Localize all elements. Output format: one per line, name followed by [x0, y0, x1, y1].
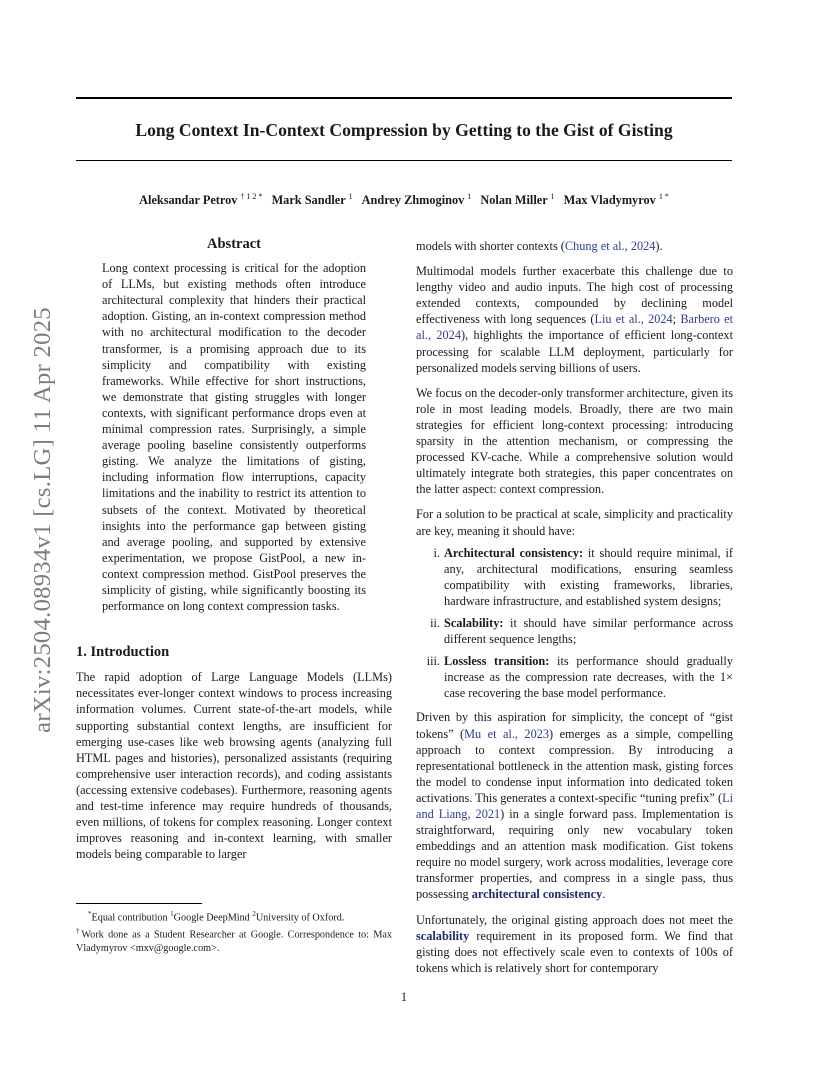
text: ), highlights the importance of efficient long-context processing for scalable LLM deployment, particularly for personalized models serving billions of users. [416, 328, 733, 375]
text: ; [672, 312, 681, 327]
text: Driven by this aspiration for simplicity, the concept of “gist tokens” ( [416, 710, 733, 741]
text: Multimodal models further exacerbate this challenge due to lengthy video and audio inputs. The high cost of processing extended contexts, compounded by declining model effectiveness with long sequences ( [416, 264, 733, 327]
right-column [416, 238, 733, 985]
author [272, 193, 353, 207]
highlighted-term: architectural consistency [471, 887, 603, 902]
list-numeral: ii. [430, 615, 440, 630]
introduction-paragraph: The rapid adoption of Large Language Models (LLMs) necessitates ever-longer context windows to process increasing information volumes. Current state-of-the-art models, while supporting substantial context lengths, are insufficient for emerging use-cases like web browsing agents (analyzing full HTML pages and histories), personalized assistants (requiring comprehensive user interaction records), and coding assistants (accessing extensive codebases). Furthermore, reasoning agents and test-time inference may require hundreds of thousands, even millions, of tokens for complex reasoning. Longer context improves reasoning and in-context learning, with smaller models being comparable to larger [76, 670, 392, 862]
body-paragraph [416, 263, 733, 376]
text: ) in a single forward pass. Implementation is straightforward, requiring only new vocabulary token embeddings and an attention mask modification. Gist tokens require no model surgery, work across modalities, leverage core transformer properties, and compress in a single pass, thus possessing [416, 807, 733, 902]
list-term: Architectural consistency: [444, 545, 584, 560]
text: Unfortunately, the original gisting approach does not meet the [416, 912, 733, 927]
author-affiliation-marks: 1 [550, 192, 555, 201]
paper-title: Long Context In-Context Compression by Getting to the Gist of Gisting [135, 120, 673, 140]
author-name: Mark Sandler [271, 193, 346, 208]
list-item [416, 615, 733, 647]
body-paragraph [416, 709, 733, 902]
footnote-text: Work done as a Student Researcher at Google. Correspondence to: Max Vladymyrov <mxv@google.com>. [76, 929, 393, 954]
list-text: it should require minimal, if any, architectural modifications, ensuring seamless compatibility with existing frameworks, libraries, hardware infrastructure, and established system designs; [444, 545, 734, 608]
author [564, 193, 669, 207]
abstract-heading: Abstract [207, 236, 261, 252]
list-numeral: i. [433, 545, 440, 560]
author-affiliation-marks: † 1 2 * [240, 192, 263, 201]
arxiv-watermark: arXiv:2504.08934v1 [cs.LG] 11 Apr 2025 [29, 307, 56, 733]
footnote-mark: 2 [252, 910, 256, 918]
author-affiliation-marks: 1 [467, 192, 472, 201]
list-term: Lossless transition: [444, 654, 550, 669]
author-name: Nolan Miller [480, 193, 548, 208]
text: ) emerges as a simple, compelling approach to context compression. By introducing a representational bottleneck in the attention mask, gisting forces the model to condense input information into dedicated token activations. This generates a context-specific “tuning prefix” ( [416, 726, 733, 805]
footnote-affiliations [76, 908, 392, 955]
title-rule-bottom [76, 160, 732, 161]
text: models with shorter contexts ( [416, 239, 565, 253]
list-item [416, 653, 733, 701]
page-number: 1 [400, 990, 408, 1004]
author [480, 193, 554, 207]
author-name: Aleksandar Petrov [139, 193, 238, 208]
footnote-text: University of Oxford. [255, 912, 345, 924]
author-name: Andrey Zhmoginov [361, 193, 465, 208]
author [362, 193, 472, 207]
text: requirement in its proposed form. We find that gisting does not effectively scale even to contexts of 100s of tokens which is relatively short for contemporary [416, 928, 733, 975]
text: . [602, 887, 606, 902]
citation-link[interactable]: Chung et al., 2024 [564, 239, 656, 253]
list-text: it should have similar performance across different sequence lengths; [444, 615, 733, 647]
footnote-mark: † [76, 926, 82, 935]
author-affiliation-marks: 1 [348, 192, 353, 201]
section-heading-introduction: 1. Introduction [76, 644, 170, 661]
author-name: Max Vladymyrov [563, 193, 656, 208]
footnote-rule [76, 903, 202, 904]
footnote-mark: 1 [170, 910, 174, 918]
author-list [76, 192, 732, 208]
citation-link[interactable]: Liu et al., 2024 [594, 312, 673, 327]
list-item [416, 545, 733, 609]
citation-link[interactable]: Mu et al., 2023 [464, 726, 550, 741]
footnote-text: Google DeepMind [173, 912, 253, 924]
footnote-mark: * [88, 910, 92, 918]
text: ). [655, 239, 663, 253]
title-rule-top [76, 97, 732, 99]
abstract-text: Long context processing is critical for the adoption of LLMs, but existing methods often introduce architectural complexity that hinders their practical adoption. Gisting, an in-context compression method with no architectural modification to the decoder transformer, is a promising approach due to its simplicity and compatibility with existing frameworks. While effective for short instructions, we demonstrate that gisting struggles with longer contexts, with significant performance drops even at minimal compression rates. Surprisingly, a simple average pooling baseline consistently outperforms gisting. We analyze the limitations of gisting, including information flow interruptions, capacity limitations and the inability to restrict its attention to subsets of the context. Motivated by theoretical insights into the performance gap between gisting and average pooling, and supported by extensive experimentation, we propose GistPool, a new in-context compression method. GistPool preserves the simplicity of gisting, while significantly boosting its performance on long context compression tasks. [102, 261, 366, 614]
footnote-text: Equal contribution [91, 912, 171, 924]
citation-link[interactable]: Barbero et al., 2024 [416, 312, 734, 343]
list-numeral: iii. [426, 654, 440, 669]
left-column [76, 236, 392, 862]
body-paragraph [416, 238, 733, 254]
footnotes [76, 903, 392, 955]
citation-link[interactable]: Li and Liang, 2021 [416, 790, 733, 821]
body-paragraph: We focus on the decoder-only transformer architecture, given its role in most leading models. Broadly, there are two main strategies for efficient long-context processing: introducing sparsity in the attention mechanism, or compressing the processed KV-cache. While a comprehensive solution would ultimately integrate both strategies, this paper concentrates on the latter aspect: context compression. [416, 385, 733, 497]
body-paragraph [416, 912, 733, 976]
author [139, 193, 262, 207]
list-text: its performance should gradually increase as the compression rate decreases, with the 1× case recovering the base model performance. [444, 654, 734, 701]
author-affiliation-marks: 1 * [658, 192, 669, 201]
highlighted-term: scalability [416, 928, 470, 943]
list-term: Scalability: [444, 615, 504, 630]
body-paragraph: For a solution to be practical at scale, simplicity and practicality are key, meaning it should have: [416, 507, 733, 538]
requirements-list [416, 545, 733, 702]
